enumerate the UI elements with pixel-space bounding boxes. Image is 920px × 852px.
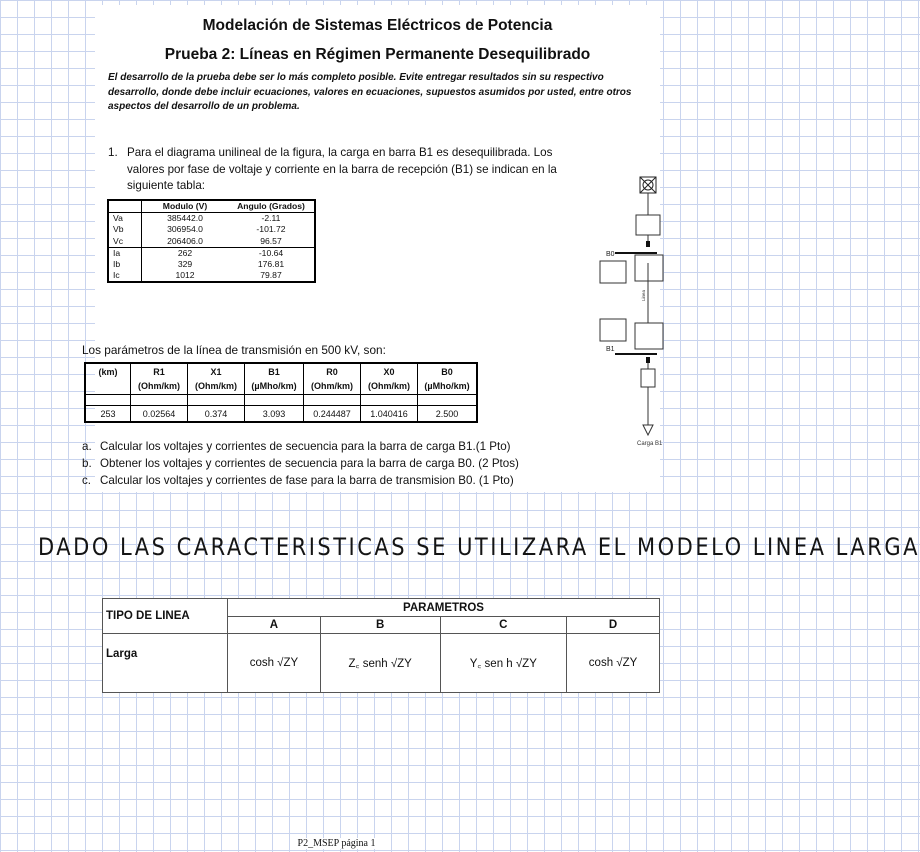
param-header-r1: R1 (Ohm/km) [131, 363, 188, 395]
load-label: Carga B1 [637, 441, 663, 447]
table-cell: Y꜀ sen h √ZY [440, 634, 567, 693]
table-row [108, 213, 315, 225]
row-label: Larga [103, 634, 228, 693]
table-cell: 3.093 [245, 406, 304, 423]
table-cell: 253 [85, 406, 131, 423]
question-text: Para el diagrama unilineal de la figura, la carga en barra B1 es desequilibrada. Los valores por fase de voltaje y corriente en la barra de recepción (B1) se indican en la siguiente tabla: [127, 146, 557, 192]
table-cell: 1.040416 [361, 406, 418, 423]
table-row [103, 634, 660, 693]
col-c-header: C [440, 617, 567, 634]
table-cell: Z꜀ senh √ZY [320, 634, 440, 693]
table-row [108, 236, 315, 248]
load-arrow-icon [643, 425, 653, 435]
phasor-header-modulo: Modulo (V) [142, 200, 229, 213]
table-cell: Ib [108, 259, 142, 270]
phasor-header-angulo: Angulo (Grados) [228, 200, 315, 213]
parametros-header: PARAMETROS [228, 599, 660, 617]
col-b-header: B [320, 617, 440, 634]
transformer-box [636, 215, 660, 235]
table-cell: 176.81 [257, 259, 285, 270]
param-header-km: (km) [85, 363, 131, 395]
table-cell: -10.64 [228, 247, 315, 259]
table-cell: 96.57 [260, 235, 282, 246]
bus-b1-label: B1 [606, 346, 615, 353]
table-cell: Ia [108, 247, 142, 259]
col-d-header: D [567, 617, 660, 634]
table-row [108, 259, 315, 270]
table-cell: 0.244487 [304, 406, 361, 423]
table-cell: 306954.0 [167, 224, 203, 235]
table-cell: -2.11 [261, 213, 281, 224]
list-item: b. Obtener los voltajes y corrientes de secuencia para la barra de carga B0. (2 Ptos) [82, 457, 519, 471]
table-cell: cosh √ZY [228, 634, 321, 693]
table-cell: 0.374 [188, 406, 245, 423]
param-header-b0: B0 (µMho/km) [418, 363, 478, 395]
model-panel [102, 598, 660, 693]
table-cell: 329 [177, 259, 193, 270]
table-row [108, 247, 315, 259]
question-1 [108, 145, 558, 195]
instructions-text: El desarrollo de la prueba debe ser lo más completo posible. Evite entregar resultados sin su respectivo desarrollo, donde debe incluir ecuaciones, valores en ecuaciones, supuestos asumidos por usted, entre otros aspectos del desarrollo de un problema. [108, 72, 632, 112]
table-cell: Vb [108, 224, 142, 235]
table-cell: 1012 [175, 270, 195, 281]
table-cell: 262 [142, 247, 229, 259]
handwritten-note: DADO LAS CARACTERISTICAS SE UTILIZARA EL MODELO LINEA LARGA [38, 533, 920, 561]
task-list [82, 438, 519, 490]
list-item: c. Calcular los voltajes y corrientes de fase para la barra de transmision B0. (1 Pto) [82, 474, 514, 488]
table-cell: Vc [108, 236, 142, 248]
table-cell: cosh √ZY [567, 634, 660, 693]
table-row [108, 224, 315, 235]
table-row [108, 270, 315, 282]
table-cell: -101.72 [256, 224, 286, 235]
list-item: a. Calcular los voltajes y corrientes de secuencia para la barra de carga B1.(1 Pto) [82, 440, 511, 453]
table-cell: Va [108, 213, 142, 225]
table-cell: 385442.0 [167, 213, 203, 224]
line-params-intro: Los parámetros de la línea de transmisión en 500 kV, son: [82, 343, 386, 357]
page-footer: P2_MSEP página 1 [297, 838, 376, 849]
source-symbol-icon [640, 177, 656, 193]
table-cell: Ic [108, 270, 142, 282]
table-cell: 0.02564 [131, 406, 188, 423]
question-number: 1. [108, 146, 118, 159]
line-params-table [84, 362, 478, 423]
single-line-diagram [545, 173, 663, 458]
line-label: Linea [641, 289, 646, 301]
param-header-r0: R0 (Ohm/km) [304, 363, 361, 395]
phasor-header-blank [108, 200, 142, 213]
bus-b0-label: B0 [606, 251, 615, 258]
page-subtitle: Prueba 2: Líneas en Régimen Permanente Desequilibrado [164, 46, 591, 63]
phasor-table [107, 199, 316, 283]
table-cell: 79.87 [260, 270, 282, 281]
line-model-table [102, 598, 660, 693]
param-header-x1: X1 (Ohm/km) [188, 363, 245, 395]
table-cell: 206406.0 [167, 235, 203, 246]
param-header-x0: X0 (Ohm/km) [361, 363, 418, 395]
page-title: Modelación de Sistemas Eléctricos de Potencia [202, 17, 553, 34]
param-header-b1: B1 (µMho/km) [245, 363, 304, 395]
tipo-header: TIPO DE LINEA [103, 599, 228, 634]
col-a-header: A [228, 617, 321, 634]
table-row [85, 406, 477, 423]
table-cell: 2.500 [418, 406, 478, 423]
